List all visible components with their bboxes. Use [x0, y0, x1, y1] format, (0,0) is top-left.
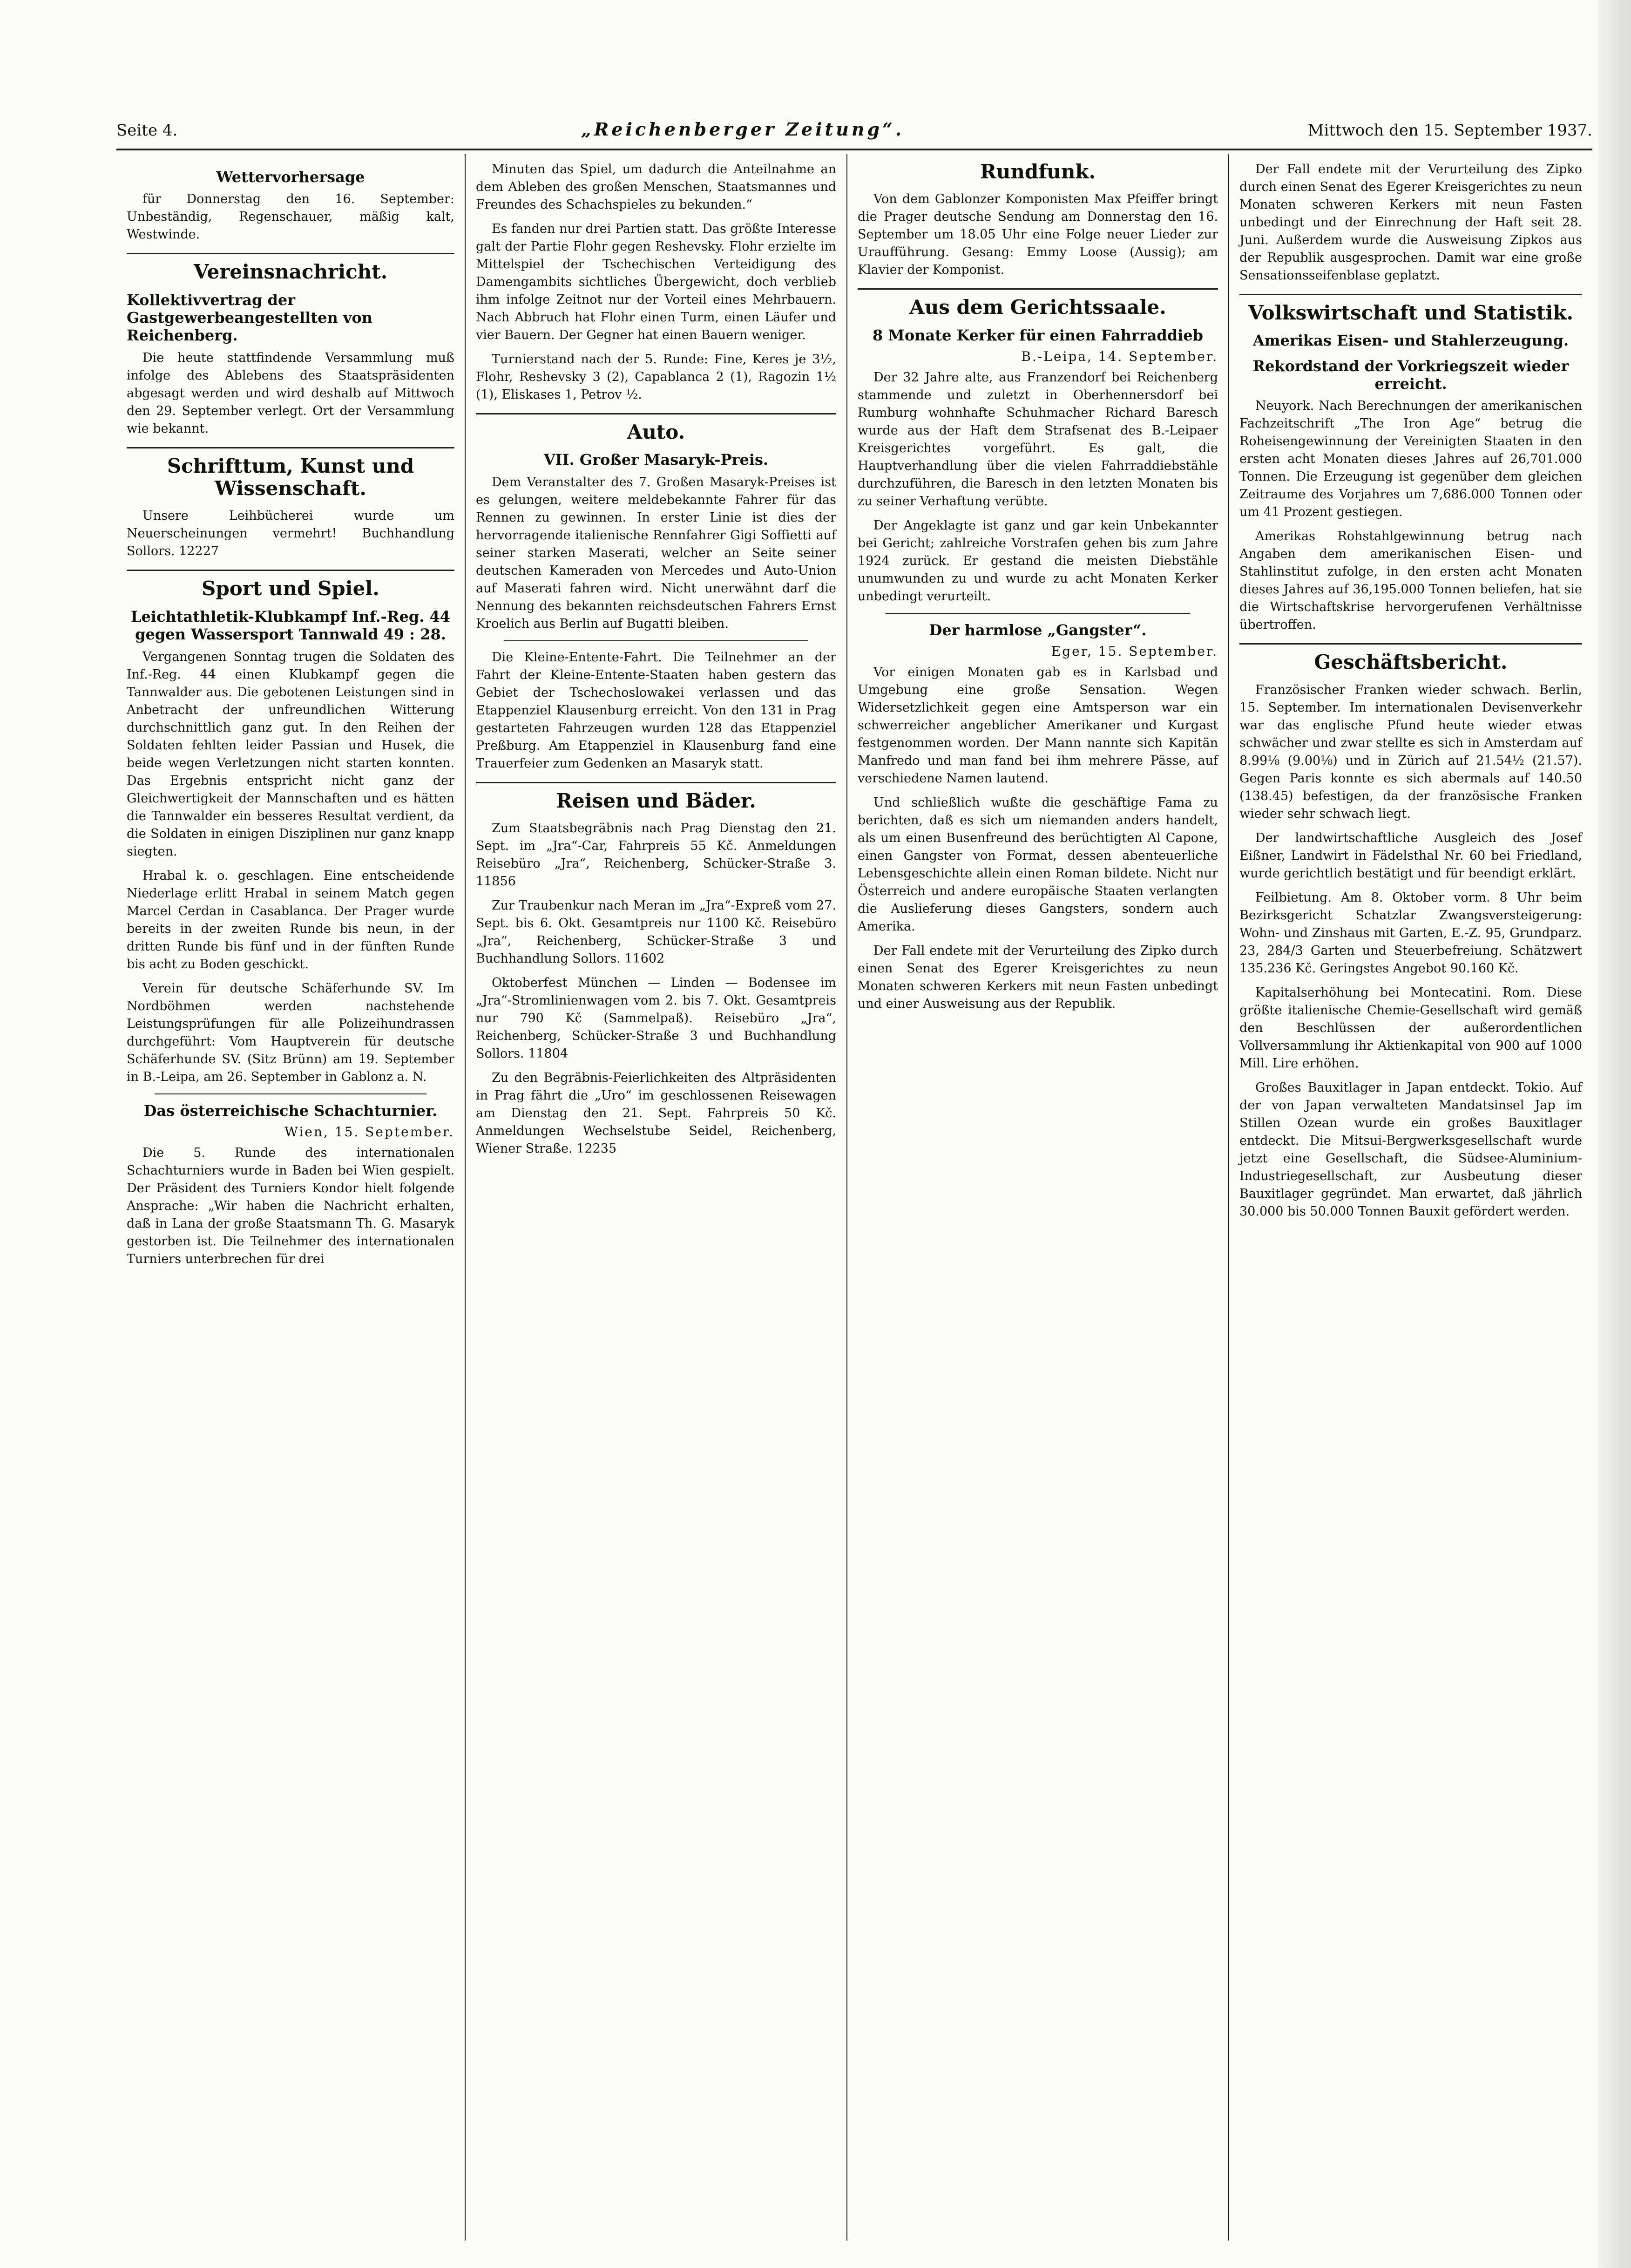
wirtschaft-text-2: Amerikas Rohstahlgewinnung betrug nach Angaben dem amerikanischen Eisen- und Stahlinstitut zufolge, in den ersten acht Monaten dieses Jahres auf 36,195.000 Tonnen beliefen, hat sie die Wirtschaftskrise hervorgerufenen Verhältnisse übertroffen.: [1239, 529, 1582, 632]
reisen-title: Reisen und Bäder.: [476, 782, 836, 812]
sport-text-2: Hrabal k. o. geschlagen. Eine entscheidende Niederlage erlitt Hrabal in seinem Match gegen Marcel Cerdan in Casablanca. Der Prager wurde bereits in der zweiten Runde bis neun, in der dritten Runde bis fünf und in der fünften Runde bis acht zu Boden geschickt.: [127, 868, 454, 971]
gangster-text-2: Und schließlich wußte die geschäftige Fama zu berichten, daß es sich um niemanden anders handelt, als um einen Busenfreund des berüchtigten Al Capone, einen Gangster von Format, dessen abenteuerliche Lebensgeschichte allein einen Roman bildete. Nicht nur Österreich und andere europäische Staaten verlangten die Auslieferung dieses Gangsters, sondern auch Amerika.: [858, 795, 1218, 934]
column-2: [466, 154, 847, 2241]
sport-text-3: Verein für deutsche Schäferhunde SV. Im Nordböhmen werden nachstehende Leistungsprüfungen für alle Polizeihundrassen durchgeführt: Vom Hauptverein für deutsche Schäferhunde SV. (Sitz Brünn) am 19. September in B.-Leipa, am 26. September in Gablonz a. N.: [127, 981, 454, 1084]
wirtschaft-subheading: Rekordstand der Vorkriegszeit wieder erreicht.: [1252, 357, 1569, 393]
page-number: Seite 4.: [116, 121, 178, 140]
schach-heading: Das österreichische Schachturnier.: [143, 1101, 438, 1120]
wirtschaft-heading: Amerikas Eisen- und Stahlerzeugung.: [1252, 332, 1569, 350]
schach-cont-3: Turnierstand nach der 5. Runde: Fine, Keres je 3½, Flohr, Reshevsky 3 (2), Capablanca 2 (1), Ragozin 1½ (1), Eliskases 1, Petrov ½.: [476, 352, 836, 402]
scan-edge: [1598, 0, 1631, 2268]
auto-heading: VII. Großer Masaryk-Preis.: [543, 451, 769, 469]
column-4: [1229, 154, 1592, 2241]
reisen-text-2: Zur Traubenkur nach Meran im „Jra“-Expreß vom 27. Sept. bis 6. Okt. Gesamtpreis nur 1100 Kč. Reisebüro „Jra“, Reichenberg, Schücker-Straße 3 und Buchhandlung Sollors. 11602: [476, 898, 836, 966]
newspaper-page: [116, 119, 1592, 2242]
bericht-text-3: Feilbietung. Am 8. Oktober vorm. 8 Uhr beim Bezirksgericht Schatzlar Zwangsversteigerung: Wohn- und Zinshaus mit Garten, E.-Z. 95, Grundparz. 23, 284/3 Garten und Steuerbefreiung. Schätzwert 135.236 Kč. Geringstes Angebot 90.160 Kč.: [1239, 890, 1582, 976]
auto-text-1: Dem Veranstalter des 7. Großen Masaryk-Preises ist es gelungen, weitere meldebekannte Fahrer für das Rennen zu gewinnen. In erster Linie ist dies der hervorragende italienische Rennfahrer Gigi Soffietti auf seiner starken Maserati, welcher an Seite seiner deutschen Kameraden von Mercedes und Auto-Union auf Maserati fahren wird. Nicht unerwähnt darf die Nennung des bekannten reichsdeutschen Fahrers Ernst Kroelich aus Berlin auf Bugatti bleiben.: [476, 475, 836, 631]
column-1: [116, 154, 466, 2241]
verein-text: Die heute stattfindende Versammlung muß infolge des Ablebens des Staatspräsidenten abgesagt werden und wird deshalb auf Mittwoch den 29. September verlegt. Ort der Versammlung wie bekannt.: [127, 350, 454, 436]
gericht-heading: 8 Monate Kerker für einen Fahrraddieb: [873, 326, 1203, 344]
sport-heading: Leichtathletik-Klubkampf Inf.-Reg. 44 gegen Wassersport Tannwald 49 : 28.: [130, 607, 450, 644]
schach-cont-1: Minuten das Spiel, um dadurch die Anteilnahme an dem Ableben des großen Menschen, Staatsmannes und Freundes des Schachspieles zu bekunden.“: [476, 162, 836, 212]
reisen-text-3: Oktoberfest München — Linden — Bodensee im „Jra“-Stromlinienwagen vom 2. bis 7. Okt. Gesamtpreis nur 790 Kč (Sammelpaß). Reisebüro „Jra“, Reichenberg, Schücker-Straße 3 und Buchhandlung Sollors. 11804: [476, 975, 836, 1061]
gericht-text-2: Der Angeklagte ist ganz und gar kein Unbekannter bei Gericht; zahlreiche Vorstrafen gehen bis zum Jahre 1924 zurück. Er gestand die meisten Diebstähle unumwunden zu und wurde zu acht Monaten Kerker unbedingt verurteilt.: [858, 518, 1218, 604]
reisen-text-4: Zu den Begräbnis-Feierlichkeiten des Altpräsidenten in Prag fährt die „Uro“ im geschlossenen Reisewagen am Dienstag den 21. Sept. Fahrpreis 50 Kč. Anmeldungen Wechselstube Seidel, Reichenberg, Wiener Straße. 12235: [476, 1070, 836, 1156]
reisen-text-1: Zum Staatsbegräbnis nach Prag Dienstag den 21. Sept. im „Jra“-Car, Fahrpreis 55 Kč. Anmeldungen Reisebüro „Jra“, Reichenberg, Schücker-Straße 3. 11856: [476, 821, 836, 889]
gangster-text-1: Vor einigen Monaten gab es in Karlsbad und Umgebung eine große Sensation. Wegen Widersetzlichkeit gegen eine Amtsperson war ein schwerreicher angeblicher Amerikaner und Kurgast festgenommen worden. Der Mann nannte sich Kapitän Manfredo und man fand bei ihm mehrere Pässe, auf verschiedene Namen lautend.: [858, 665, 1218, 786]
weather-heading: Wettervorhersage: [216, 168, 365, 186]
weather-text: für Donnerstag den 16. September: Unbeständig, Regenschauer, mäßig kalt, Westwinde.: [127, 192, 454, 242]
bericht-text-1: Französischer Franken wieder schwach. Berlin, 15. September. Im internationalen Devisenverkehr war das englische Pfund heute wieder etwas schwächer und zwar stellte es sich in Amsterdam auf 8.99⅛ (9.00⅛) und in Zürich auf 21.54½ (21.57). Gegen Paris konnte es sich abermals auf 140.50 (138.45) befestigen, da der französische Franken wieder sehr schwach liegt.: [1239, 682, 1582, 821]
schach-dateline: Wien, 15. September.: [284, 1124, 454, 1140]
fall-text: Der Fall endete mit der Verurteilung des Zipko durch einen Senat des Egerer Kreisgerichtes zu neun Monaten schweren Kerkers mit neun Fasten unbedingt und der Einrechnung der Haft seit 28. Juni. Außerdem wurde die Ausweisung Zipkos aus der Republik ausgesprochen. Damit war eine große Sensationsseifenblase geplatzt.: [1239, 162, 1582, 283]
bericht-title: Geschäftsbericht.: [1239, 643, 1582, 673]
radio-title: Rundfunk.: [980, 160, 1096, 183]
auto-title: Auto.: [476, 413, 836, 443]
divider: [504, 640, 808, 641]
wirtschaft-text-1: Neuyork. Nach Berechnungen der amerikanischen Fachzeitschrift „The Iron Age“ betrug die Roheisengewinnung der Vereinigten Staaten in den ersten acht Monaten dieses Jahres auf 26,701.000 Tonnen. Die Erzeugung ist gegenüber dem gleichen Zeitraume des Vorjahres um 7,686.000 Tonnen oder um 41 Prozent gestiegen.: [1239, 399, 1582, 520]
divider: [886, 613, 1190, 614]
kunst-title: Schrifttum, Kunst und Wissenschaft.: [127, 447, 454, 500]
radio-text: Von dem Gablonzer Komponisten Max Pfeiffer bringt die Prager deutsche Sendung am Donnerstag den 16. September um 18.05 Uhr eine Folge neuer Lieder zur Uraufführung. Gesang: Emmy Loose (Aussig); am Klavier der Komponist.: [858, 192, 1218, 278]
sport-title: Sport und Spiel.: [127, 570, 454, 600]
gangster-dateline: Eger, 15. September.: [1051, 644, 1218, 659]
schach-text: Die 5. Runde des internationalen Schachturniers wurde in Baden bei Wien gespielt. Der Präsident des Turniers Kondor hielt folgende Ansprache: „Wir haben die Nachricht erhalten, daß in Lana der große Staatsmann Th. G. Masaryk gestorben ist. Die Teilnehmer des internationalen Turniers unterbrechen für drei: [127, 1145, 454, 1266]
gericht-text-1: Der 32 Jahre alte, aus Franzendorf bei Reichenberg stammende und zuletzt in Oberhennersdorf bei Rumburg wohnhafte Schuhmacher Richard Baresch wurde aus der Haft dem Strafsenat des B.-Leipaer Kreisgerichtes vorgeführt. Es galt, die Hauptverhandlung über die vielen Fahrraddiebstähle durchzuführen, die Baresch in den letzten Monaten bis zu seiner Verhaftung verübte.: [858, 370, 1218, 509]
divider: [155, 1093, 426, 1094]
wirtschaft-title: Volkswirtschaft und Statistik.: [1239, 294, 1582, 324]
schach-cont-2: Es fanden nur drei Partien statt. Das größte Interesse galt der Partie Flohr gegen Reshevsky. Flohr erzielte im Mittelspiel der Tschechischen Verteidigung des Damengambits sichtliches Übergewicht, doch verblieb ihm infolge Zeitnot nur der Vorteil eines Mehrbauern. Nach Abbruch hat Flohr einen Turm, einen Läufer und vier Bauern. Der Gegner hat einen Bauern weniger.: [476, 222, 836, 342]
verein-title: Vereinsnachricht.: [127, 253, 454, 283]
gangster-heading: Der harmlose „Gangster“.: [929, 621, 1147, 639]
column-3: [847, 154, 1229, 2241]
bericht-text-4: Kapitalserhöhung bei Montecatini. Rom. Diese größte italienische Chemie-Gesellschaft wird gemäß den Beschlüssen der außerordentlichen Vollversammlung ihr Aktienkapital von 900 auf 1000 Mill. Lire erhöhen.: [1239, 985, 1582, 1071]
columns: [116, 154, 1592, 2241]
issue-date: Mittwoch den 15. September 1937.: [1307, 121, 1592, 140]
sport-text-1: Vergangenen Sonntag trugen die Soldaten des Inf.-Reg. 44 einen Klubkampf gegen die Tannwalder aus. Die gebotenen Leistungen sind in Anbetracht der unfreundlichen Witterung durchschnittlich ganz gut. In den Reihen der Soldaten fehlten leider Passian und Husek, die beide wegen Verletzungen nicht starten konnten. Das Ergebnis entspricht nicht ganz der Gleichwertigkeit der Mannschaften und es hätten die Tannwalder ein besseres Resultat verdient, da die Soldaten in einigen Disziplinen nur ganz knapp siegten.: [127, 649, 454, 859]
newspaper-title: „Reichenberger Zeitung“.: [581, 119, 905, 140]
gericht-dateline: B.-Leipa, 14. September.: [1021, 348, 1218, 364]
masthead: [116, 119, 1592, 150]
auto-text-2: Die Kleine-Entente-Fahrt. Die Teilnehmer an der Fahrt der Kleine-Entente-Staaten haben gestern das Gebiet der Tschechoslowakei verlassen und das Etappenziel Klausenburg erreicht. Von den 131 in Prag gestarteten Fahrzeugen wurden 128 das Etappenziel Preßburg. Am Etappenziel in Klausenburg fand eine Trauerfeier zum Gedenken an Masaryk statt.: [476, 650, 836, 771]
gangster-text-3: Der Fall endete mit der Verurteilung des Zipko durch einen Senat des Egerer Kreisgerichtes zu neun Monaten schweren Kerkers mit neun Fasten unbedingt und einer Ausweisung aus der Republik.: [858, 944, 1218, 1012]
verein-heading: Kollektivvertrag der Gastgewerbeangestellten von Reichenberg.: [127, 291, 373, 345]
kunst-text: Unsere Leihbücherei wurde um Neuerscheinungen vermehrt! Buchhandlung Sollors. 12227: [127, 509, 454, 559]
bericht-text-2: Der landwirtschaftliche Ausgleich des Josef Eißner, Landwirt in Fädelsthal Nr. 60 bei Friedland, wurde gerichtlich bestätigt und für beendigt erklärt.: [1239, 830, 1582, 881]
gericht-title: Aus dem Gerichtssaale.: [858, 288, 1218, 319]
bericht-text-5: Großes Bauxitlager in Japan entdeckt. Tokio. Auf der von Japan verwalteten Mandatsinsel Jap im Stillen Ozean wurde ein großes Bauxitlager entdeckt. Die Mitsui-Bergwerksgesellschaft wurde jetzt eine Gesellschaft, die Südsee-Aluminium-Industriegesellschaft, zur Ausbeutung dieser Bauxitlager gegründet. Man erwartet, daß jährlich 30.000 bis 50.000 Tonnen Bauxit gefördert werden.: [1239, 1080, 1582, 1219]
